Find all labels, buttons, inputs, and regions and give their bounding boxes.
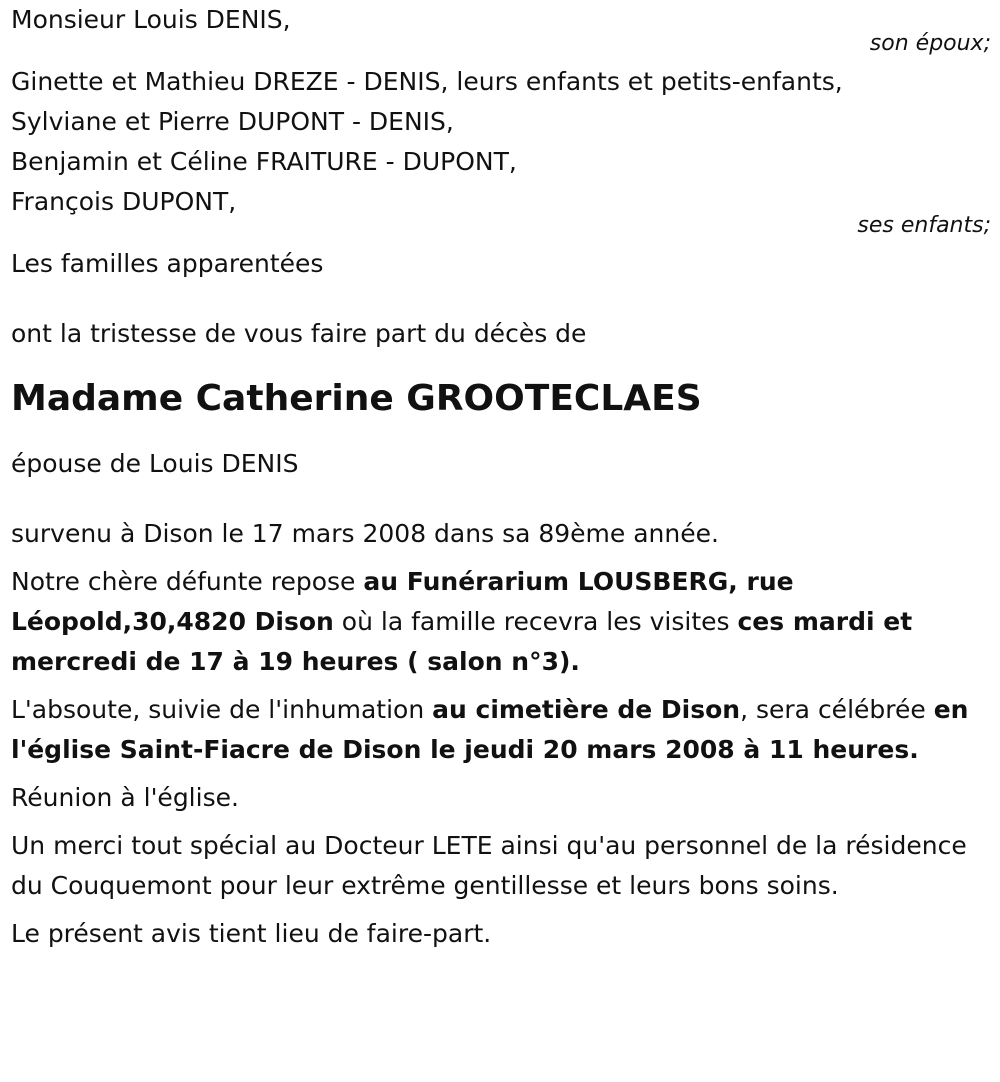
repose-visits-text: où la famille recevra les visites (333, 607, 738, 636)
deceased-name: Madame Catherine GROOTECLAES (11, 378, 702, 419)
thanks-paragraph: Un merci tout spécial au Docteur LETE ainsi qu'au personnel de la résidence du Couquemont pour leur extrême gentillesse et leurs bons soins. (11, 831, 967, 900)
child-line: Ginette et Mathieu DREZE - DENIS, leurs enfants et petits-enfants, (11, 67, 843, 96)
reunion-text: Réunion à l'église. (11, 783, 239, 812)
spouse-role: son époux; (869, 31, 991, 56)
obituary-notice (11, 0, 991, 962)
repose-text: Notre chère défunte repose (11, 567, 364, 596)
repose-visit-times: ces mardi et mercredi de 17 à 19 heures ( salon n°3). (11, 607, 913, 676)
children-list (11, 62, 991, 222)
related-families: Les familles apparentées (11, 249, 324, 278)
ceremony-text: L'absoute, suivie de l'inhumation (11, 695, 433, 724)
spouse-name: Monsieur Louis DENIS, (11, 5, 291, 34)
relation-text: épouse de Louis DENIS (11, 449, 299, 478)
closing-text: Le présent avis tient lieu de faire-part. (11, 919, 492, 948)
announcement-text: ont la tristesse de vous faire part du décès de (11, 319, 587, 348)
ceremony-text-2: , sera célébrée (740, 695, 934, 724)
ceremony-paragraph (11, 690, 991, 770)
children-role: ses enfants; (857, 213, 991, 238)
ceremony-church-date: en l'église Saint-Fiacre de Dison le jeudi 20 mars 2008 à 11 heures. (11, 695, 969, 764)
ceremony-cemetery: au cimetière de Dison (432, 695, 741, 724)
child-line: Sylviane et Pierre DUPONT - DENIS, (11, 107, 454, 136)
repose-paragraph (11, 562, 991, 682)
repose-location: au Funérarium LOUSBERG, rue Léopold,30,4820 Dison (11, 567, 794, 636)
child-line: François DUPONT, (11, 187, 237, 216)
death-statement: survenu à Dison le 17 mars 2008 dans sa 89ème année. (11, 519, 719, 548)
child-line: Benjamin et Céline FRAITURE - DUPONT, (11, 147, 517, 176)
